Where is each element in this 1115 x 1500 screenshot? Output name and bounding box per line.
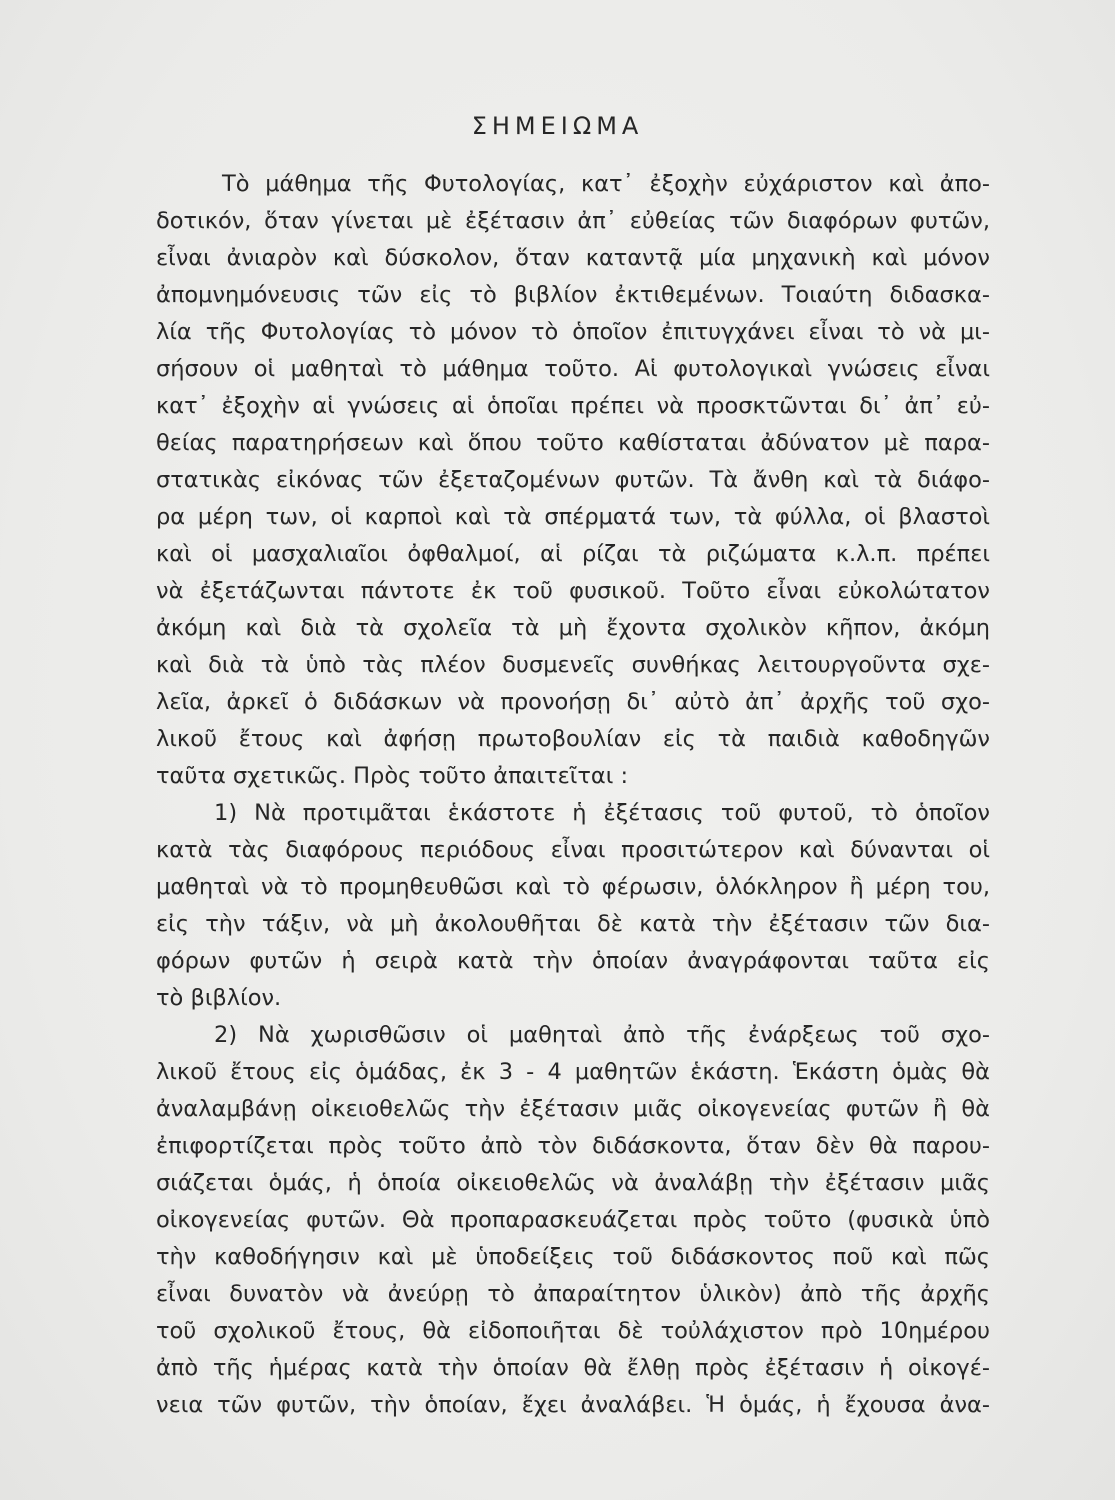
text-line: οἰκογενείας φυτῶν. Θὰ προπαρασκευάζεται πρὸς τοῦτο (φυσικὰ ὑπὸ: [156, 1207, 990, 1233]
text-line: ἀπὸ τῆς ἡμέρας κατὰ τὴν ὁποίαν θὰ ἔλθῃ πρὸς ἐξέτασιν ἡ οἰκογέ-: [156, 1355, 990, 1381]
text-line: μαθηταὶ νὰ τὸ προμηθευθῶσι καὶ τὸ φέρωσιν, ὁλόκληρον ἢ μέρη του,: [156, 874, 990, 900]
text-line: ρα μέρη των, οἱ καρποὶ καὶ τὰ σπέρματά των, τὰ φύλλα, οἱ βλαστοὶ: [156, 504, 990, 530]
body-text: [156, 166, 990, 1424]
text-line: 1) Νὰ προτιμᾶται ἑκάστοτε ἡ ἐξέτασις τοῦ φυτοῦ, τὸ ὁποῖον: [214, 800, 990, 826]
text-line: σιάζεται ὁμάς, ἡ ὁποία οἰκειοθελῶς νὰ ἀναλάβῃ τὴν ἐξέτασιν μιᾶς: [156, 1170, 990, 1196]
text-line: τοῦ σχολικοῦ ἔτους, θὰ εἰδοποιῆται δὲ τοὐλάχιστον πρὸ 10ημέρου: [156, 1318, 990, 1344]
text-line: εἶναι ἀνιαρὸν καὶ δύσκολον, ὅταν καταντᾷ μία μηχανικὴ καὶ μόνον: [156, 245, 990, 271]
text-line: ταῦτα σχετικῶς. Πρὸς τοῦτο ἀπαιτεῖται :: [156, 763, 629, 789]
text-line: νὰ ἐξετάζωνται πάντοτε ἐκ τοῦ φυσικοῦ. Τοῦτο εἶναι εὐκολώτατον: [156, 578, 990, 604]
text-line: κατ᾽ ἐξοχὴν αἱ γνώσεις αἱ ὁποῖαι πρέπει νὰ προσκτῶνται δι᾽ ἀπ᾽ εὐ-: [156, 393, 990, 419]
text-line: κατὰ τὰς διαφόρους περιόδους εἶναι προσιτώτερον καὶ δύνανται οἱ: [156, 837, 990, 863]
text-line: καὶ οἱ μασχαλιαῖοι ὀφθαλμοί, αἱ ρίζαι τὰ ριζώματα κ.λ.π. πρέπει: [156, 541, 990, 567]
text-line: Τὸ μάθημα τῆς Φυτολογίας, κατ᾽ ἐξοχὴν εὐχάριστον καὶ ἀπο-: [222, 171, 990, 197]
text-line: λεῖα, ἀρκεῖ ὁ διδάσκων νὰ προνοήσῃ δι᾽ αὐτὸ ἀπ᾽ ἀρχῆς τοῦ σχο-: [156, 689, 990, 715]
text-line: ἀκόμη καὶ διὰ τὰ σχολεῖα τὰ μὴ ἔχοντα σχολικὸν κῆπον, ἀκόμη: [156, 615, 990, 641]
text-line: 2) Νὰ χωρισθῶσιν οἱ μαθηταὶ ἀπὸ τῆς ἐνάρξεως τοῦ σχο-: [214, 1022, 990, 1048]
text-line: εἶναι δυνατὸν νὰ ἀνεύρῃ τὸ ἀπαραίτητον ὑλικὸν) ἀπὸ τῆς ἀρχῆς: [156, 1281, 990, 1307]
text-line: λία τῆς Φυτολογίας τὸ μόνον τὸ ὁποῖον ἐπιτυγχάνει εἶναι τὸ νὰ μι-: [156, 319, 990, 345]
text-line: εἰς τὴν τάξιν, νὰ μὴ ἀκολουθῆται δὲ κατὰ τὴν ἐξέτασιν τῶν δια-: [156, 911, 990, 937]
text-line: ἐπιφορτίζεται πρὸς τοῦτο ἀπὸ τὸν διδάσκοντα, ὅταν δὲν θὰ παρου-: [156, 1133, 990, 1159]
text-line: θείας παρατηρήσεων καὶ ὅπου τοῦτο καθίσταται ἀδύνατον μὲ παρα-: [156, 430, 990, 456]
text-line: ἀναλαμβάνῃ οἰκειοθελῶς τὴν ἐξέτασιν μιᾶς οἰκογενείας φυτῶν ἢ θὰ: [156, 1096, 990, 1122]
text-line: δοτικόν, ὅταν γίνεται μὲ ἐξέτασιν ἀπ᾽ εὐθείας τῶν διαφόρων φυτῶν,: [156, 208, 990, 234]
text-line: καὶ διὰ τὰ ὑπὸ τὰς πλέον δυσμενεῖς συνθήκας λειτουργοῦντα σχε-: [156, 652, 990, 678]
text-line: σήσουν οἱ μαθηταὶ τὸ μάθημα τοῦτο. Αἱ φυτολογικαὶ γνώσεις εἶναι: [156, 356, 990, 382]
text-line: τὴν καθοδήγησιν καὶ μὲ ὑποδείξεις τοῦ διδάσκοντος ποῦ καὶ πῶς: [156, 1244, 990, 1270]
text-line: φόρων φυτῶν ἡ σειρὰ κατὰ τὴν ὁποίαν ἀναγράφονται ταῦτα εἰς: [156, 948, 990, 974]
text-line: λικοῦ ἔτους εἰς ὁμάδας, ἐκ 3 - 4 μαθητῶν ἑκάστη. Ἑκάστη ὁμὰς θὰ: [156, 1059, 990, 1085]
text-line: λικοῦ ἔτους καὶ ἀφήσῃ πρωτοβουλίαν εἰς τὰ παιδιὰ καθοδηγῶν: [156, 726, 990, 752]
text-line: τὸ βιβλίον.: [156, 985, 282, 1011]
text-line: ἀπομνημόνευσις τῶν εἰς τὸ βιβλίον ἐκτιθεμένων. Τοιαύτη διδασκα-: [156, 282, 990, 308]
text-line: στατικὰς εἰκόνας τῶν ἐξεταζομένων φυτῶν. Τὰ ἄνθη καὶ τὰ διάφο-: [156, 467, 990, 493]
text-line: νεια τῶν φυτῶν, τὴν ὁποίαν, ἔχει ἀναλάβει. Ἡ ὁμάς, ἡ ἔχουσα ἀνα-: [156, 1392, 990, 1418]
page-title: ΣΗΜΕΙΩΜΑ: [471, 112, 644, 140]
